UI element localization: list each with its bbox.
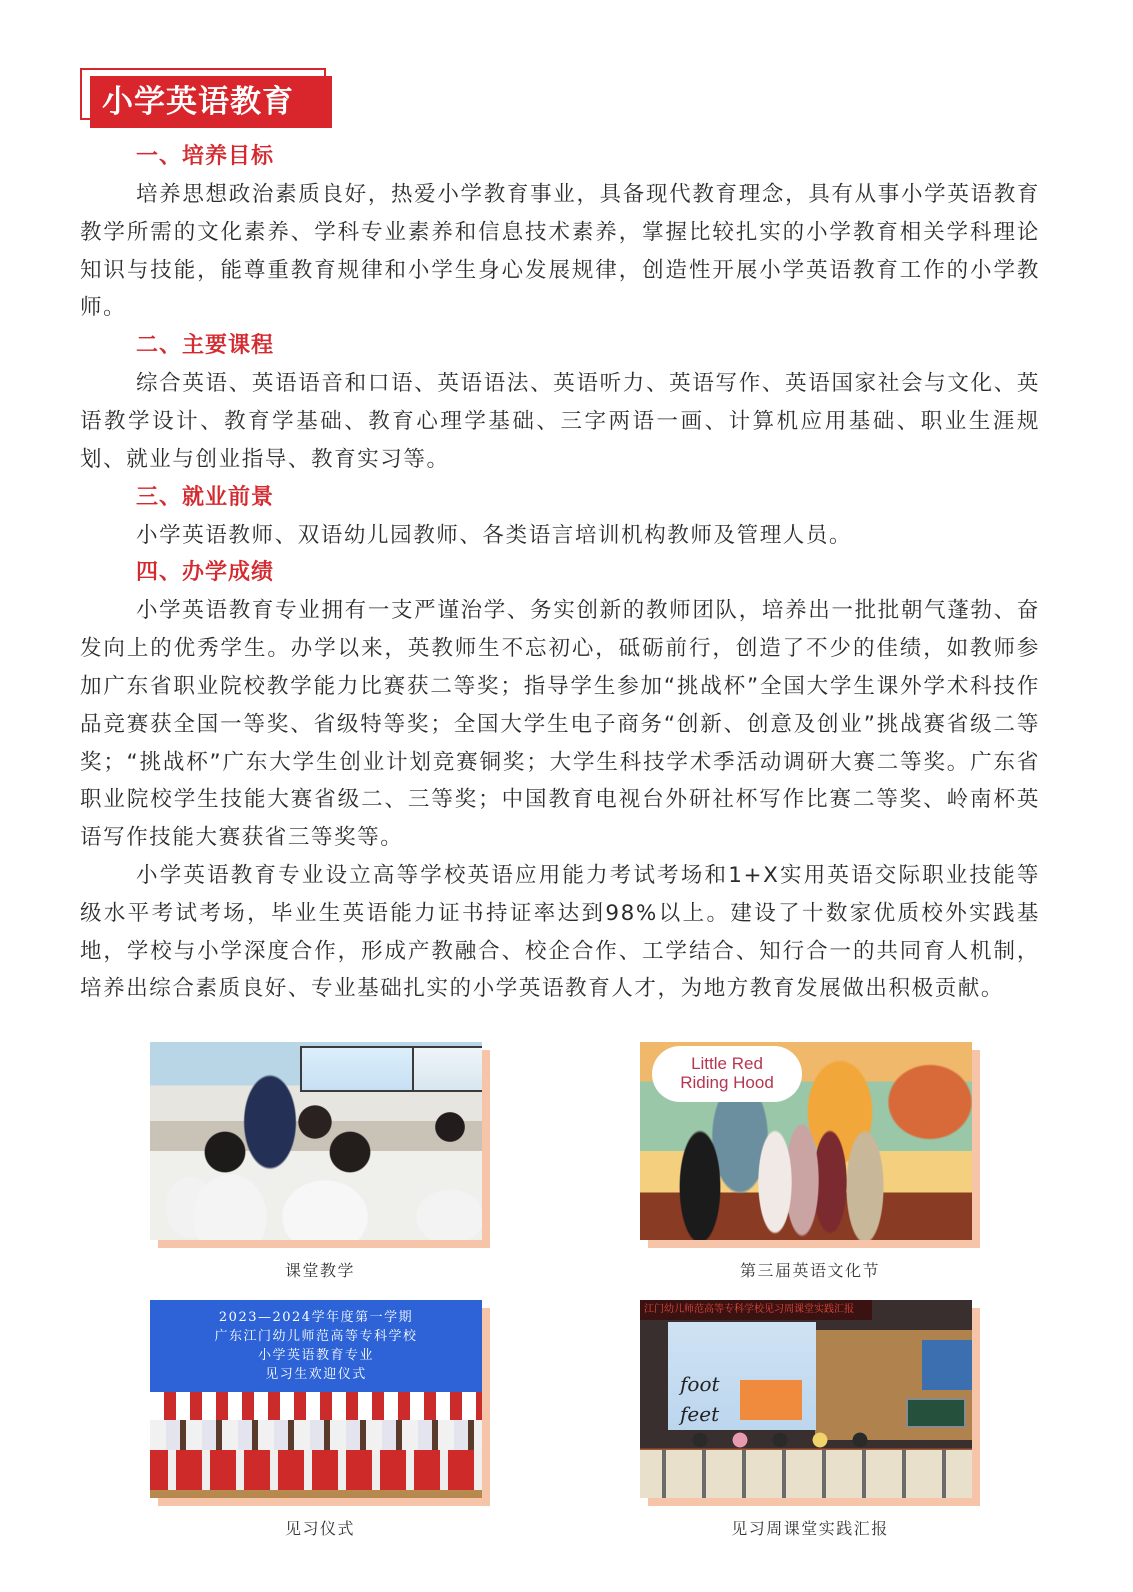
section-heading: 一、培养目标 [136, 144, 275, 169]
projection-screen [668, 1322, 816, 1430]
stage-sign-line: Little Red [691, 1054, 763, 1073]
photo-practice-report [640, 1300, 972, 1498]
section-heading: 二、主要课程 [136, 333, 275, 359]
window-curtain [922, 1340, 972, 1390]
screen-line: 小学英语教育专业 [257, 1348, 374, 1363]
page-title-block [80, 68, 334, 130]
board-illustration [740, 1380, 802, 1420]
photo-classroom-teaching [150, 1042, 482, 1240]
board-word: feet [680, 1402, 720, 1426]
practice-report-image [640, 1300, 972, 1498]
screen-text [170, 1308, 462, 1384]
page-title: 小学英语教育 [90, 76, 332, 128]
photo-caption: 第三届英语文化节 [739, 1261, 880, 1280]
stage-sign-line: Riding Hood [680, 1073, 774, 1092]
section-paragraph: 培养思想政治素质良好，热爱小学教育事业，具备现代教育理念，具有从事小学英语教育教学所需的文化素养、学科专业素养和信息技术素养，掌握比较扎实的小学教育相关学科理论知识与技能，能尊重教育规律和小学生身心发展规律，创造性开展小学英语教育工作的小学教师。 [80, 182, 1040, 321]
section-heading: 三、就业前景 [136, 484, 275, 510]
section-heading: 四、办学成绩 [136, 560, 275, 586]
photo-caption: 见习仪式 [284, 1519, 355, 1538]
section-paragraph: 小学英语教师、双语幼儿园教师、各类语言培训机构教师及管理人员。 [136, 522, 853, 548]
section-main-courses [80, 327, 1040, 478]
photo-caption: 见习周课堂实践汇报 [731, 1519, 889, 1538]
board-word: foot [680, 1372, 720, 1396]
chalkboard [906, 1398, 966, 1428]
ceremony-image [150, 1300, 482, 1498]
photo-caption: 课堂教学 [284, 1261, 355, 1280]
stage-sign [652, 1046, 802, 1102]
section-training-goals [80, 138, 1040, 327]
hall-banner: 江门幼儿师范高等专科学校见习周课堂实践汇报 [640, 1300, 872, 1320]
photo-culture-festival [640, 1042, 972, 1240]
section-paragraph: 综合英语、英语语音和口语、英语语法、英语听力、英语写作、英语国家社会与文化、英语教学设计、教育学基础、教育心理学基础、三字两语一画、计算机应用基础、职业生涯规划、就业与创业指导、教育实习等。 [80, 371, 1040, 472]
section-achievements [80, 554, 1040, 1008]
section-paragraph: 小学英语教育专业设立高等学校英语应用能力考试考场和1+X实用英语交际职业技能等级水平考试考场，毕业生英语能力证书持证率达到98%以上。建设了十数家优质校外实践基地，学校与小学深度合作，形成产教融合、校企合作、工学结合、知行合一的共同育人机制，培养出综合素质良好、专业基础扎实的小学英语教育人才，为地方教育发展做出积极贡献。 [80, 862, 1040, 1002]
section-career-prospects [80, 479, 1040, 555]
photo-induction-ceremony [150, 1300, 482, 1498]
classroom-image [150, 1042, 482, 1240]
screen-line: 见习生欢迎仪式 [265, 1367, 367, 1382]
screen-line: 2023—2024学年度第一学期 [218, 1310, 414, 1325]
screen-line: 广东江门幼儿师范高等专科学校 [214, 1329, 418, 1344]
section-paragraph: 小学英语教育专业拥有一支严谨治学、务实创新的教师团队，培养出一批批朝气蓬勃、奋发向上的优秀学生。办学以来，英教师生不忘初心，砥砺前行，创造了不少的佳绩，如教师参加广东省职业院校教学能力比赛获二等奖；指导学生参加“挑战杯”全国大学生课外学术科技作品竞赛获全国一等奖、省级特等奖；全国大学生电子商务“创新、创意及创业”挑战赛省级二等奖；“挑战杯”广东大学生创业计划竞赛铜奖；大学生科技学术季活动调研大赛二等奖。广东省职业院校学生技能大赛省级二、三等奖；中国教育电视台外研社杯写作比赛二等奖、岭南杯英语写作技能大赛获省三等奖等。 [80, 598, 1040, 851]
festival-image [640, 1042, 972, 1240]
main-content [80, 138, 1040, 1008]
